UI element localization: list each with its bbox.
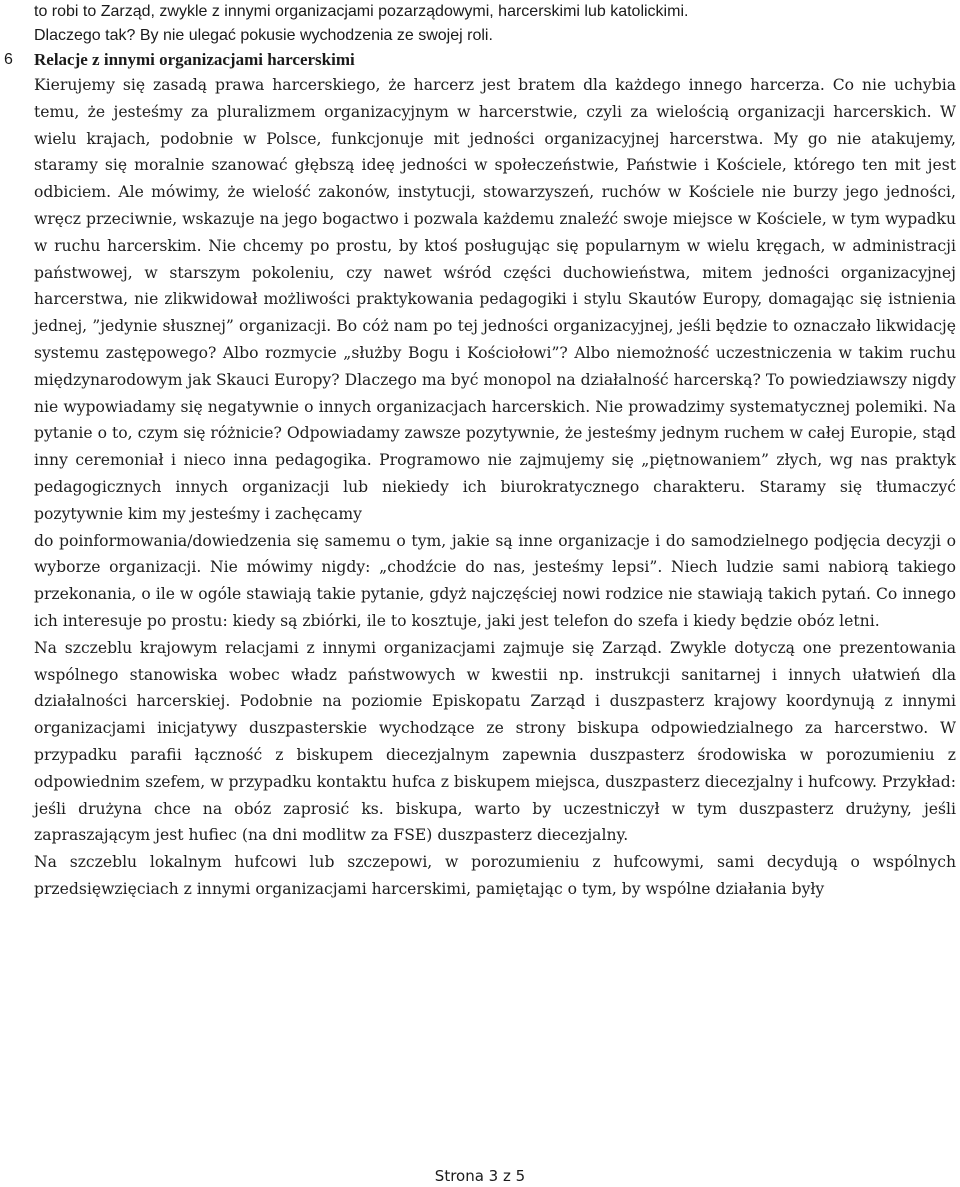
section-number: 6 xyxy=(4,51,13,68)
intro-text xyxy=(34,0,956,48)
intro-line: Dlaczego tak? By nie ulegać pokusie wychodzenia ze swojej roli. xyxy=(34,27,493,44)
section-title: Relacje z innymi organizacjami harcerskimi xyxy=(34,50,355,69)
page-number: Strona 3 z 5 xyxy=(434,1167,526,1185)
body-paragraph: Na szczeblu krajowym relacjami z innymi organizacjami zajmuje się Zarząd. Zwykle dotyczą one prezentowania wspólnego stanowiska wobec władz państwowych w kwestii np. instrukcji sanitarnej i innych ułatwień dla działalności harcerskiej. Podobnie na poziomie Episkopatu Zarząd i duszpasterz krajowy koordynują z innymi organizacjami inicjatywy duszpasterskie wychodzące ze strony biskupa odpowiedzialnego za harcerstwo. W przypadku parafii łączność z biskupem diecezjalnym zapewnia duszpasterz środowiska w porozumieniu z odpowiednim szefem, w przypadku kontaktu hufca z biskupem miejsca, duszpasterz diecezjalny i hufcowy. Przykład: jeśli drużyna chce na obóz zaprosić ks. biskupa, warto by uczestniczył w tym duszpasterz drużyny, jeśli zapraszającym jest hufiec (na dni modlitw za FSE) duszpasterz diecezjalny. xyxy=(34,638,956,845)
body-paragraph: Na szczeblu lokalnym hufcowi lub szczepowi, w porozumieniu z hufcowymi, sami decydują o wspólnych przedsięwzięciach z innymi organizacjami harcerskimi, pamiętając o tym, by wspólne działania były xyxy=(34,853,956,898)
document-page xyxy=(4,0,956,903)
body-paragraph: do poinformowania/dowiedzenia się samemu o tym, jakie są inne organizacje i do samodzielnego podjęcia decyzji o wyborze organizacji. Nie mówimy nigdy: „chodźcie do nas, jesteśmy lepsi”. Niech ludzie sami nabiorą takiego przekonania, o ile w ogóle stawiają takie pytanie, gdyż najczęściej nowi rodzice nie stawiają takich pytań. Co innego ich interesuje po prostu: kiedy są zbiórki, ile to kosztuje, jaki jest telefon do szefa i kiedy będzie obóz letni. xyxy=(34,531,956,630)
page-footer xyxy=(0,1166,960,1186)
section-heading xyxy=(4,48,956,72)
body-paragraph: Kierujemy się zasadą prawa harcerskiego, że harcerz jest bratem dla każdego innego harcerza. Co nie uchybia temu, że jesteśmy za pluralizmem organizacyjnym w harcerstwie, czyli za wielością organizacji harcerskich. W wielu krajach, podobnie w Polsce, funkcjonuje mit jedności organizacyjnej harcerstwa. My go nie atakujemy, staramy się moralnie szanować głębszą ideę jedności w społeczeństwie, Państwie i Kościele, którego ten mit jest odbiciem. Ale mówimy, że wielość zakonów, instytucji, stowarzyszeń, ruchów w Kościele nie burzy jego jedności, wręcz przeciwnie, wskazuje na jego bogactwo i pozwala każdemu znaleźć swoje miejsce w Kościele, w tym wypadku w ruchu harcerskim. Nie chcemy po prostu, by ktoś posługując się popularnym w wielu kręgach, w administracji państwowej, w starszym pokoleniu, czy nawet wśród części duchowieństwa, mitem jedności organizacyjnej harcerstwa, nie zlikwidował możliwości praktykowania pedagogiki i stylu Skautów Europy, domagając się istnienia jednej, ”jedynie słusznej” organizacji. Bo cóż nam po tej jedności organizacyjnej, jeśli będzie to oznaczało likwidację systemu zastępowego? Albo rozmycie „służby Bogu i Kościołowi”? Albo niemożność uczestniczenia w takim ruchu międzynarodowym jak Skauci Europy? Dlaczego ma być monopol na działalność harcerską? To powiedziawszy nigdy nie wypowiadamy się negatywnie o innych organizacjach harcerskich. Nie prowadzimy systematycznej polemiki. Na pytanie o to, czym się różnicie? Odpowiadamy zawsze pozytywnie, że jesteśmy jednym ruchem w całej Europie, stąd inny ceremoniał i nieco inna pedagogika. Programowo nie zajmujemy się „piętnowaniem” złych, wg nas praktyk pedagogicznych innych organizacji lub niekiedy ich biurokratycznego charakteru. Staramy się tłumaczyć pozytywnie kim my jesteśmy i zachęcamy xyxy=(34,76,956,523)
intro-line: to robi to Zarząd, zwykle z innymi organizacjami pozarządowymi, harcerskimi lub katolickimi. xyxy=(34,3,689,20)
